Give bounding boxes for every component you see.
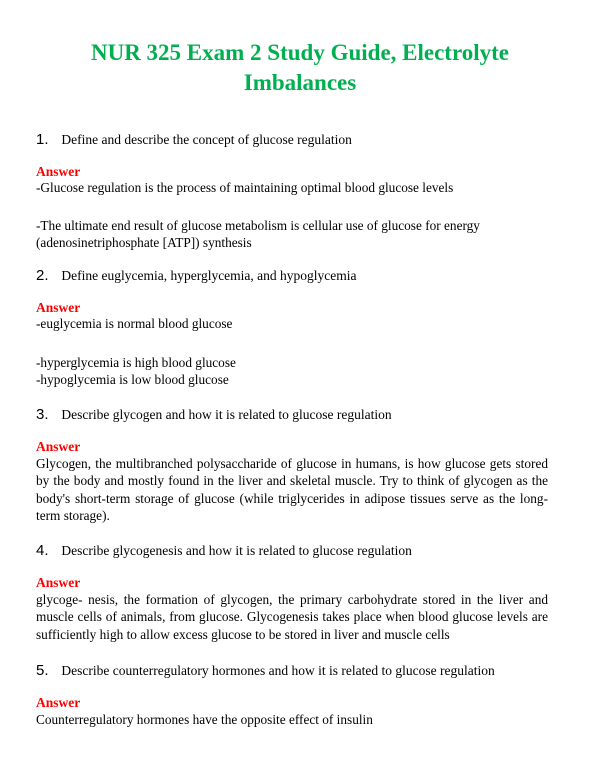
answer-paragraph: -euglycemia is normal blood glucose xyxy=(36,316,233,331)
answer-paragraph: -hyperglycemia is high blood glucose xyxy=(36,355,236,370)
question-3 xyxy=(36,406,566,423)
question-number: 2. xyxy=(36,267,49,284)
answer-label: Answer xyxy=(36,439,81,454)
answer-paragraph: Counterregulatory hormones have the opposite effect of insulin xyxy=(36,712,373,727)
question-number: 4. xyxy=(36,542,49,559)
question-text: Describe counterregulatory hormones and how it is related to glucose regulation xyxy=(61,663,495,678)
answer-paragraph: Glycogen, the multibranched polysaccharide of glucose in humans, is how glucose gets stored by the body and mostly found in the liver and skeletal muscle. Try to think of glycogen as the body's short-term storage of glucose (while triglycerides in adipose tissues serve as the long-term storage). xyxy=(36,456,548,523)
question-4 xyxy=(36,542,566,559)
question-number: 5. xyxy=(36,662,49,679)
answer-paragraph: -Glucose regulation is the process of maintaining optimal blood glucose levels xyxy=(36,180,454,195)
answer-paragraph: -hypoglycemia is low blood glucose xyxy=(36,372,229,387)
question-2 xyxy=(36,267,566,284)
question-text: Describe glycogen and how it is related to glucose regulation xyxy=(61,407,392,422)
answer-label: Answer xyxy=(36,575,81,590)
question-text: Define and describe the concept of glucose regulation xyxy=(61,132,352,147)
question-number: 1. xyxy=(36,131,49,148)
question-text: Describe glycogenesis and how it is related to glucose regulation xyxy=(61,543,412,558)
answer-label: Answer xyxy=(36,695,81,710)
answer-paragraph: -The ultimate end result of glucose metabolism is cellular use of glucose for energy (adenosinetriphosphate [ATP]) synthesis xyxy=(36,218,480,251)
answer-paragraph: glycoge- nesis, the formation of glycogen, the primary carbohydrate stored in the liver and muscle cells of animals, from glucose. Glycogenesis takes place when blood glucose levels are sufficiently high to allow excess glucose to be stored in liver and muscle cells xyxy=(36,592,548,642)
answer-label: Answer xyxy=(36,300,81,315)
question-1 xyxy=(36,131,566,148)
question-text: Define euglycemia, hyperglycemia, and hypoglycemia xyxy=(61,268,357,283)
answer-label: Answer xyxy=(36,164,81,179)
question-5 xyxy=(36,662,566,679)
question-number: 3. xyxy=(36,406,49,423)
document-title: NUR 325 Exam 2 Study Guide, Electrolyte Imbalances xyxy=(90,40,510,95)
